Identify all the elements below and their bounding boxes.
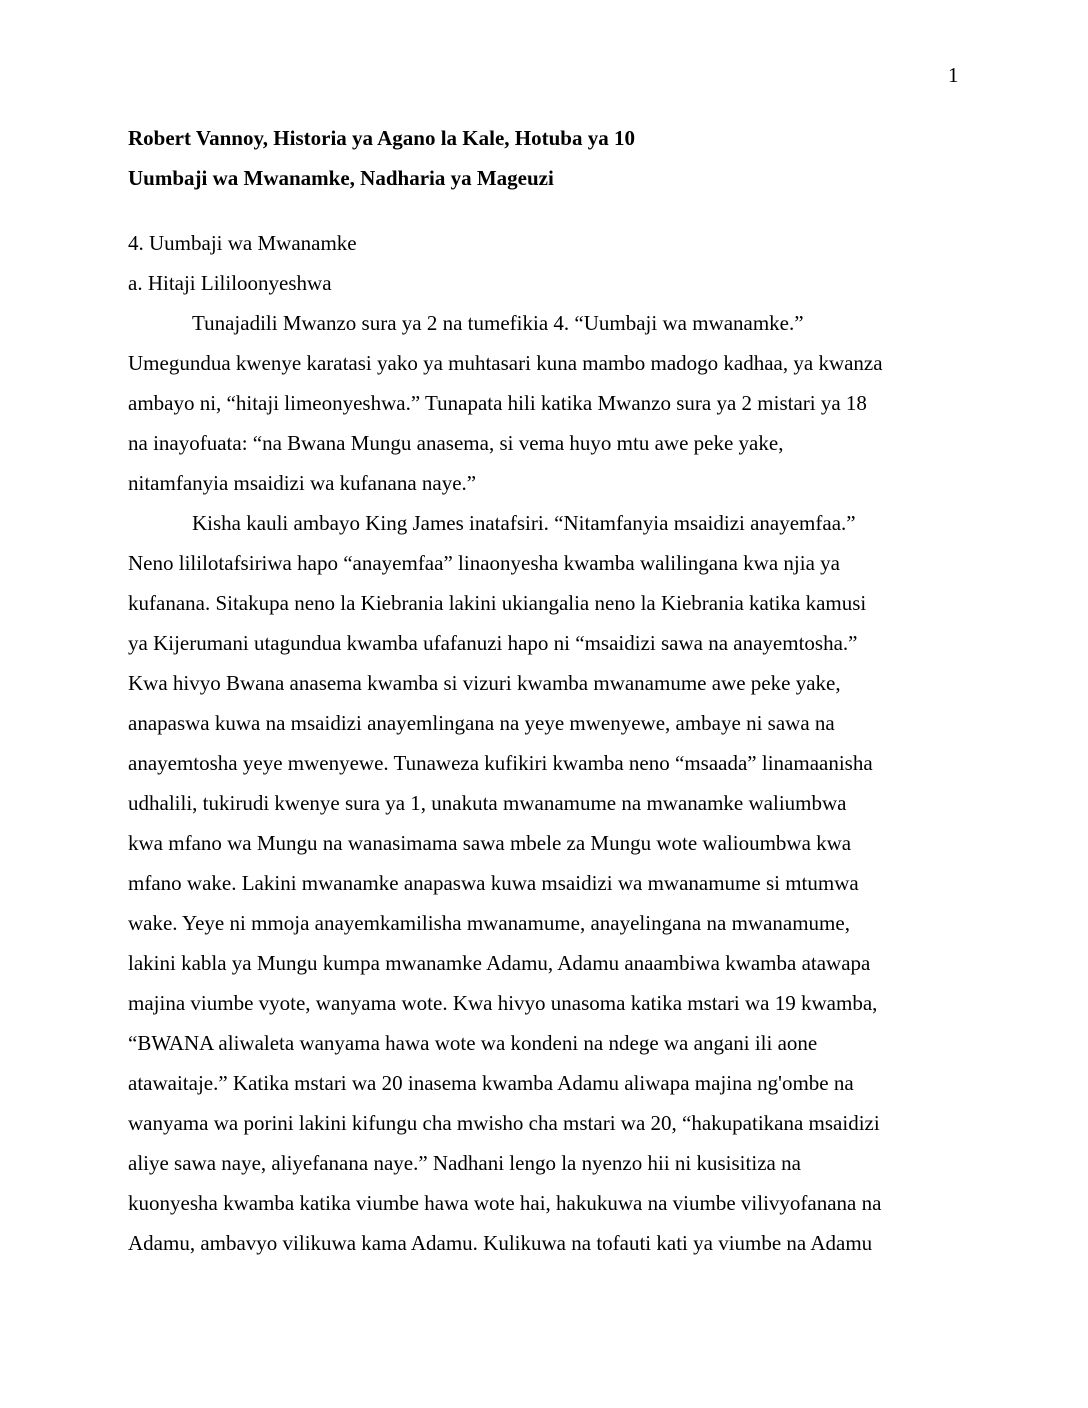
text-line: anapaswa kuwa na msaidizi anayemlingana na yeye mwenyewe, ambaye ni sawa na (128, 711, 835, 735)
page-number: 1 (948, 63, 959, 87)
text-line: kwa mfano wa Mungu na wanasimama sawa mbele za Mungu wote walioumbwa kwa (128, 831, 852, 855)
section-heading-letter: a. Hitaji Lililoonyeshwa (128, 271, 332, 295)
text-line: ya Kijerumani utagundua kwamba ufafanuzi hapo ni “msaidizi sawa na anayemtosha.” (128, 631, 858, 655)
text-line: lakini kabla ya Mungu kumpa mwanamke Adamu, Adamu anaambiwa kwamba atawapa (128, 951, 871, 975)
text-line: kuonyesha kwamba katika viumbe hawa wote hai, hakukuwa na viumbe vilivyofanana na (128, 1191, 882, 1215)
text-line: “BWANA aliwaleta wanyama hawa wote wa kondeni na ndege wa angani ili aone (128, 1031, 818, 1055)
text-line: anayemtosha yeye mwenyewe. Tunaweza kufikiri kwamba neno “msaada” linamaanisha (128, 751, 873, 775)
text-line: Tunajadili Mwanzo sura ya 2 na tumefikia 4. “Uumbaji wa mwanamke.” (192, 311, 804, 335)
section-headings (128, 223, 960, 303)
paragraph (128, 303, 960, 503)
text-line: udhalili, tukirudi kwenye sura ya 1, unakuta mwanamume na mwanamke waliumbwa (128, 791, 847, 815)
text-line: mfano wake. Lakini mwanamke anapaswa kuwa msaidizi wa mwanamume si mtumwa (128, 871, 859, 895)
document-title (128, 118, 960, 198)
text-line: Neno lililotafsiriwa hapo “anayemfaa” linaonyesha kwamba walilingana kwa njia ya (128, 551, 840, 575)
paragraph (128, 503, 960, 1263)
section-heading-number: 4. Uumbaji wa Mwanamke (128, 231, 357, 255)
text-line: wanyama wa porini lakini kifungu cha mwisho cha mstari wa 20, “hakupatikana msaidizi (128, 1111, 880, 1135)
title-line-1: Robert Vannoy, Historia ya Agano la Kale, Hotuba ya 10 (128, 126, 635, 150)
text-line: Kisha kauli ambayo King James inatafsiri. “Nitamfanyia msaidizi anayemfaa.” (192, 511, 856, 535)
text-line: Umegundua kwenye karatasi yako ya muhtasari kuna mambo madogo kadhaa, ya kwanza (128, 351, 883, 375)
text-line: Adamu, ambavyo vilikuwa kama Adamu. Kulikuwa na tofauti kati ya viumbe na Adamu (128, 1231, 873, 1255)
text-line: kufanana. Sitakupa neno la Kiebrania lakini ukiangalia neno la Kiebrania katika kamusi (128, 591, 867, 615)
text-line: wake. Yeye ni mmoja anayemkamilisha mwanamume, anayelingana na mwanamume, (128, 911, 850, 935)
text-line: na inayofuata: “na Bwana Mungu anasema, si vema huyo mtu awe peke yake, (128, 431, 784, 455)
title-line-2: Uumbaji wa Mwanamke, Nadharia ya Mageuzi (128, 166, 554, 190)
text-line: Kwa hivyo Bwana anasema kwamba si vizuri kwamba mwanamume awe peke yake, (128, 671, 841, 695)
document-body (128, 303, 960, 1263)
text-line: aliye sawa naye, aliyefanana naye.” Nadhani lengo la nyenzo hii ni kusisitiza na (128, 1151, 801, 1175)
text-line: majina viumbe vyote, wanyama wote. Kwa hivyo unasoma katika mstari wa 19 kwamba, (128, 991, 878, 1015)
text-line: nitamfanyia msaidizi wa kufanana naye.” (128, 471, 477, 495)
document-content (128, 118, 960, 1263)
text-line: atawaitaje.” Katika mstari wa 20 inasema kwamba Adamu aliwapa majina ng'ombe na (128, 1071, 854, 1095)
text-line: ambayo ni, “hitaji limeonyeshwa.” Tunapata hili katika Mwanzo sura ya 2 mistari ya 18 (128, 391, 867, 415)
